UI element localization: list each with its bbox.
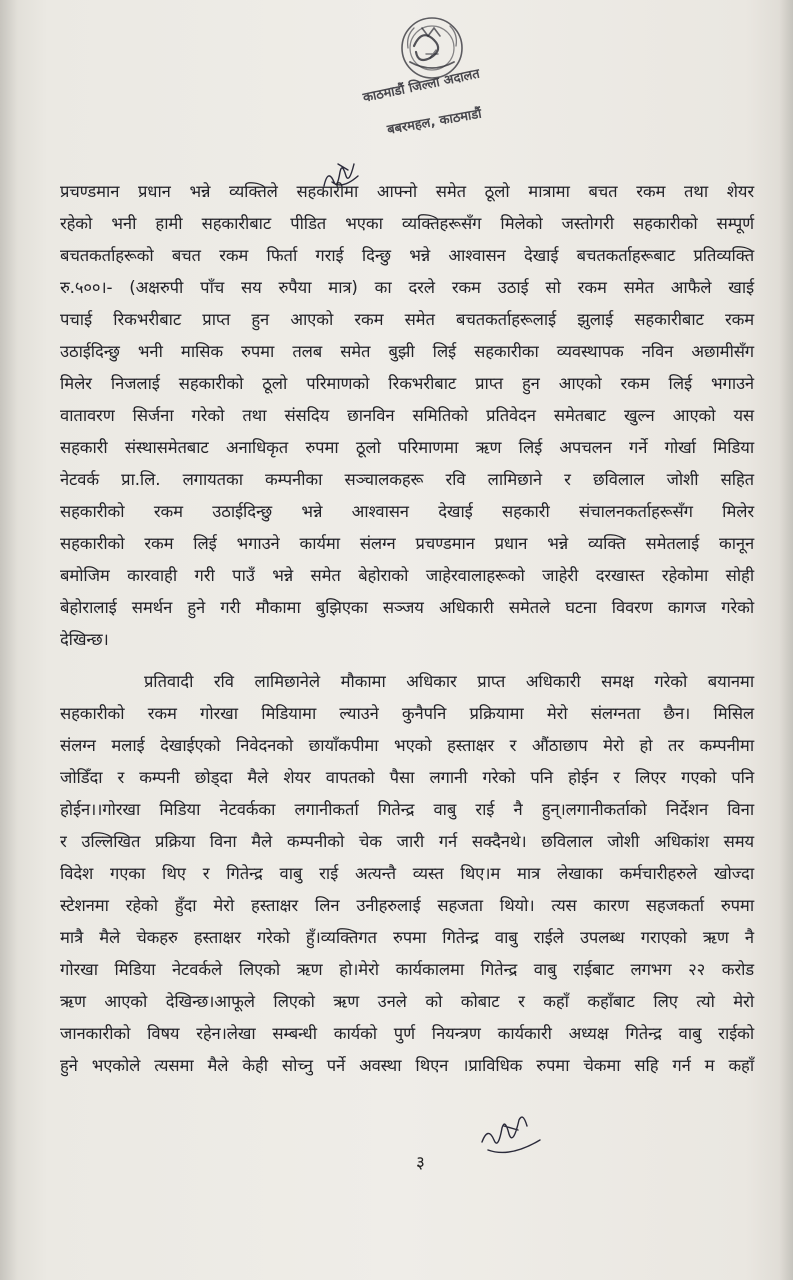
text-line: प्रतिवादी रवि लामिछानेले मौकामा अधिकार प्राप्त अधिकारी समक्ष गरेको बयानमा [144,672,754,691]
text-line: रु.५००।- (अक्षरुपी पाँच सय रुपैया मात्र) का दरले रकम उठाई सो रकम समेत आफैले खाई [60,278,754,297]
svg-text:काठमाडौं जिल्ला अदालत: काठमाडौं जिल्ला अदालत [361,66,482,106]
text-line: बेहोरालाई समर्थन हुने गरी मौकामा बुझिएका सञ्जय अधिकारी समेतले घटना विवरण कागज गरेको [60,598,754,617]
text-line: ऋण आएको देखिन्छ।आफूले लिएको ऋण उनले को कोबाट र कहाँ कहाँबाट लिए त्यो मेरो [60,992,754,1011]
text-line: सहकारीको रकम गोरखा मिडियामा ल्याउने कुनैपनि प्रक्रियामा मेरो संलग्नता छैन। मिसिल [60,704,754,723]
text-line: देखिन्छ। [60,630,109,649]
page-edge-shadow [779,0,793,1280]
text-line: मात्रै मैले चेकहरु हस्ताक्षर गरेको हुँ।व्यक्तिगत रुपमा गितेन्द्र वाबु राईले उपलब्ध गराएको ऋण नै [60,928,754,947]
text-line: विदेश गएका थिए र गितेन्द्र वाबु राई अत्यन्तै व्यस्त थिए।म मात्र लेखाका कर्मचारीहरुले खोज्दा [60,864,754,883]
text-line: हुने भएकोले त्यसमा मैले केही सोच्नु पर्ने अवस्था थिएन ।प्राविधिक रुपमा चेकमा सहि गर्न म कहाँ [60,1056,754,1075]
document-body [60,176,754,1082]
court-seal-stamp [352,6,512,156]
paragraph-complaint-summary [60,176,754,656]
text-line: बमोजिम कारवाही गरी पाउँ भन्ने समेत बेहोराको जाहेरवालाहरूको जाहेरी दरखास्त रहेकोमा सोही [60,566,754,585]
text-line: जोडिँदा र कम्पनी छोड्दा मैले शेयर वापतको पैसा लगानी गरेको पनि होईन र लिएर गएको पनि [60,768,754,787]
text-line: र उल्लिखित प्रक्रिया विना मैले कम्पनीको चेक जारी गर्न सक्दैनथे। छविलाल जोशी अधिकांश समय [60,832,754,851]
text-line: गोरखा मिडिया नेटवर्कले लिएको ऋण हो।मेरो कार्यकालमा गितेन्द्र वाबु राईबाट लगभग २२ करोड [60,960,754,979]
text-line: बचतकर्ताहरूको बचत रकम फिर्ता गराई दिन्छु भन्ने आश्वासन देखाई बचतकर्ताहरूबाट प्रतिव्यक्ति [60,246,754,265]
text-line: सहकारीको रकम उठाईदिन्छु भन्ने आश्वासन देखाई सहकारी संचालनकर्ताहरूसँग मिलेर [60,502,754,521]
text-line: सहकारीको रकम लिई भगाउने कार्यमा संलग्न प्रचण्डमान प्रधान भन्ने व्यक्ति समेतलाई कानून [60,534,754,553]
page-number: ३ [416,1153,425,1173]
text-line: प्रचण्डमान प्रधान भन्ने व्यक्तिले सहकारीमा आफ्नो समेत ठूलो मात्रामा बचत रकम तथा शेयर [60,182,754,201]
text-line: संलग्न मलाई देखाईएको निवेदनको छायाँकपीमा भएको हस्ताक्षर र औंठाछाप मेरो हो तर कम्पनीमा [60,736,754,755]
text-line: उठाईदिन्छु भनी मासिक रुपमा तलब समेत बुझी लिई सहकारीका व्यवस्थापक नविन अछामीसँग [60,342,754,361]
svg-text:बबरमहल, काठमाडौं: बबरमहल, काठमाडौं [386,106,483,138]
text-line: नेटवर्क प्रा.लि. लगायतका कम्पनीका सञ्चालकहरू रवि लामिछाने र छविलाल जोशी सहित [60,470,754,489]
text-line: मिलेर निजलाई सहकारीको ठूलो परिमाणको रिकभरीबाट प्राप्त हुन आएको रकम लिई भगाउने [60,374,754,393]
text-line: वातावरण सिर्जना गरेको तथा संसदिय छानविन समितिको प्रतिवेदन समेतबाट खुल्न आएको यस [60,406,754,425]
page-edge-shadow [0,0,18,1280]
text-line: स्टेशनमा रहेको हुँदा मेरो हस्ताक्षर लिन उनीहरुलाई सहजता थियो। त्यस कारण सहजकर्ता रुपमा [60,896,754,915]
paragraph-defendant-statement [60,666,754,1082]
text-line: रहेको भनी हामी सहकारीबाट पीडित भएका व्यक्तिहरूसँग मिलेको जस्तोगरी सहकारीको सम्पूर्ण [60,214,754,233]
text-line: पचाई रिकभरीबाट प्राप्त हुन आएको रकम समेत बचतकर्ताहरूलाई झुलाई सहकारीबाट रकम [60,310,754,329]
text-line: होईन।।गोरखा मिडिया नेटवर्कका लगानीकर्ता गितेन्द्र वाबु राई नै हुन्।लगानीकर्ताको निर्देशन विना [60,800,754,819]
signature-mark-bottom [478,1112,548,1158]
text-line: जानकारीको विषय रहेन।लेखा सम्बन्धी कार्यको पुर्ण नियन्त्रण कार्यकारी अध्यक्ष गितेन्द्र वाबु राईको [60,1024,754,1043]
text-line: सहकारी संस्थासमेतबाट अनाधिकृत रुपमा ठूलो परिमाणमा ऋण लिई अपचलन गर्ने गोर्खा मिडिया [60,438,754,457]
